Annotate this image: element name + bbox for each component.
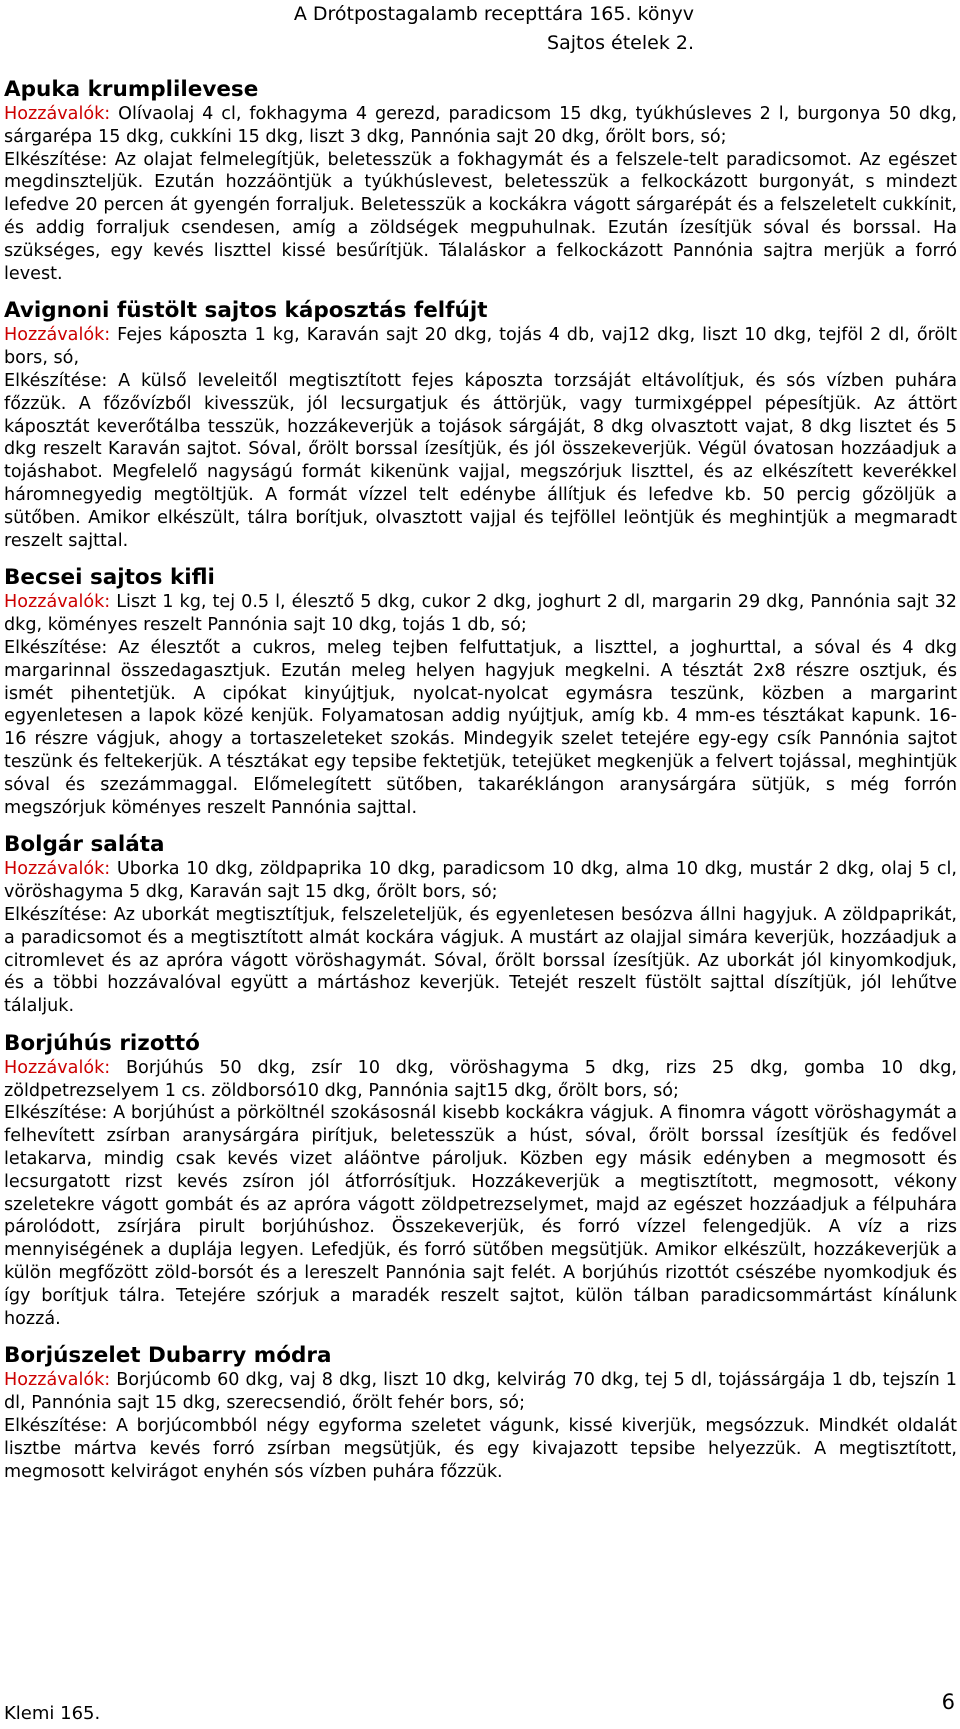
recipe-title: Borjúhús rizottó — [4, 1030, 200, 1056]
recipe-ingredients — [4, 1057, 957, 1103]
ingredients-label: Hozzávalók: — [4, 104, 111, 124]
footer-text: Klemi 165. — [4, 1703, 101, 1724]
ingredients-text: Liszt 1 kg, tej 0.5 l, élesztő 5 dkg, cukor 2 dkg, joghurt 2 dl, margarin 29 dkg, Pannónia sajt 32 dkg, köményes reszelt Pannónia sajt 10 dkg, tojás 1 db, só; — [4, 592, 957, 636]
recipe-title: Apuka krumplilevese — [4, 77, 259, 102]
recipe-method: Elkészítése: Az élesztőt a cukros, meleg tejben felfuttatjuk, a liszttel, a joghurttal, a sóval és 4 dkg margarinnal összedagasztjuk. Ezután meleg helyen hagyjuk megkelni. A tésztát 2x8 részre osztjuk, és ismét pihentetjük. A cipókat kinyújtjuk, nyolcat-nyolcat egymásra teszünk, közben a margarint egyenletesen a lapok közé kenjük. Folyamatosan addig nyújtjuk, amíg kb. 4 mm-es tésztákat kapunk. 16-16 részre vágjuk, ahogy a tortaszeleteket szokás. Mindegyik szelet tetejére egy-egy csík Pannónia sajtot teszünk és feltekerjük. A tésztákat egy tepsibe fektetjük, tetejüket megkenjük a felvert tojással, meghintjük sóval és szezámmaggal. Előmelegített sütőben, takaréklángon aranysárgára sütjük, s még forrón megszórjuk köményes reszelt Pannónia sajttal. — [4, 637, 957, 818]
recipe-method: Elkészítése: A borjúcombból négy egyforma szeletet vágunk, kissé kiverjük, megsózzuk. Mindkét oldalát lisztbe mártva kevés forró zsírban megsütjük, és egy kivajazott tepsibe helyezzük. A megtisztított, megmosott kelvirágot enyhén sós vízben puhára főzzük. — [4, 1416, 957, 1482]
ingredients-label: Hozzávalók: — [4, 1370, 111, 1391]
recipe — [4, 565, 957, 819]
ingredients-text: Uborka 10 dkg, zöldpaprika 10 dkg, paradicsom 10 dkg, alma 10 dkg, mustár 2 dkg, olaj 5 cl, vöröshagyma 5 dkg, Karaván sajt 15 dkg, őrölt bors, só; — [4, 859, 957, 903]
recipe-title: Becsei sajtos kifli — [4, 565, 215, 591]
recipe-method: Elkészítése: A külső leveleitől megtisztított fejes káposzta torzsáját eltávolítjuk, és sós vízben puhára főzzük. A főzővízből kivesszük, jól lecsurgatjuk és áttörjük, vagy turmixgéppel pépesítjük. Az áttört káposztát keverőtálba tesszük, hozzákeverjük a tojások sárgáját, 8 dkg olvasztott vajat, 8 dkg lisztet és 5 dkg reszelt Karaván sajtot. Sóval, őrölt borssal ízesítjük, és jól összekeverjük. Végül óvatosan hozzáadjuk a tojáshabot. Megfelelő nagyságú formát kikenünk vajjal, megszórjuk liszttel, és az elkészített keverékkel háromnegyedig megtöltjük. A formát vízzel telt edénybe állítjuk és lefedve kb. 50 percig gőzöljük a sütőben. Amikor elkészült, tálra borítjuk, olvasztott vajjal és tejföllel leöntjük és meghintjük a megmaradt reszelt sajttal. — [4, 370, 957, 551]
recipe-title: Avignoni füstölt sajtos káposztás felfújt — [4, 298, 488, 324]
recipe-ingredients — [4, 858, 957, 904]
page-number: 6 — [941, 1690, 955, 1714]
recipe — [4, 1343, 957, 1483]
ingredients-label: Hozzávalók: — [4, 325, 111, 346]
ingredients-label: Hozzávalók: — [4, 592, 111, 613]
recipe-ingredients — [4, 324, 957, 370]
recipe-ingredients — [4, 103, 957, 149]
ingredients-text: Borjúcomb 60 dkg, vaj 8 dkg, liszt 10 dkg, kelvirág 70 dkg, tej 5 dl, tojássárgája 1 db, tejszín 1 dl, Pannónia sajt 15 dkg, szerecsendió, őrölt fehér bors, só; — [4, 1370, 957, 1414]
page-header — [294, 0, 694, 58]
ingredients-text: Fejes káposzta 1 kg, Karaván sajt 20 dkg, tojás 4 db, vaj12 dkg, liszt 10 dkg, tejföl 2 dl, őrölt bors, só, — [4, 325, 957, 369]
book-title: A Drótpostagalamb recepttára 165. könyv — [293, 3, 694, 25]
recipe-method: Elkészítése: Az uborkát megtisztítjuk, felszeleteljük, és egyenletesen besózva állni hagyjuk. A zöldpaprikát, a paradicsomot és a megtisztított almát kockára vágjuk. A mustárt az olajjal simára keverjük, hozzáadjuk a citromlevet és az apróra vágott vöröshagymát. Sóval, őrölt borssal ízesítjük. Az uborkát jól kinyomkodjuk, és a többi hozzávalóval együtt a mártáshoz keverjük. Tetejét reszelt füstölt sajttal díszítjük, jól lehűtve tálaljuk. — [4, 904, 957, 1017]
recipe-ingredients — [4, 1369, 957, 1415]
recipe — [4, 1031, 957, 1331]
recipe — [4, 77, 957, 285]
ingredients-label: Hozzávalók: — [4, 859, 111, 880]
recipe — [4, 298, 957, 552]
ingredients-text: Olívaolaj 4 cl, fokhagyma 4 gerezd, paradicsom 15 dkg, tyúkhúsleves 2 l, burgonya 50 dkg, sárgarépa 15 dkg, cukkíni 15 dkg, liszt 3 dkg, Pannónia sajt 20 dkg, őrölt bors, só; — [4, 104, 957, 147]
recipe-title: Bolgár saláta — [4, 832, 165, 858]
ingredients-text: Borjúhús 50 dkg, zsír 10 dkg, vöröshagyma 5 dkg, rizs 25 dkg, gomba 10 dkg, zöldpetrezselyem 1 cs. zöldborsó10 dkg, Pannónia sajt15 dkg, őrölt bors, só; — [4, 1057, 957, 1101]
ingredients-label: Hozzávalók: — [4, 1057, 111, 1078]
recipe-method: Elkészítése: A borjúhúst a pörköltnél szokásosnál kisebb kockákra vágjuk. A finomra vágott vöröshagymát a felhevített zsírban aranysárgára pirítjuk, beletesszük a húst, sóval, őrölt borssal ízesítjük és fedővel letakarva, mindig csak kevés vizet aláöntve pároljuk. Közben egy másik edényben a megmosott és lecsurgatott rizst kevés zsíron jól átforrósítjuk. Hozzákeverjük a megtisztított, megmosott, vékony szeletekre vágott gombát és az apróra vágott zöldpetrezselymet, majd az egészet hozzáadjuk a félpuhára párolódott, zsírjára pirult borjúhúshoz. Összekeverjük, és forró vízzel felengedjük. A víz a rizs mennyiségének a duplája legyen. Lefedjük, és forró sütőben megsütjük. Amikor elkészült, hozzákeverjük a külön megfőzött zöld-borsót és a lereszelt Pannónia sajt felét. A borjúhús rizottót csészébe nyomkodjuk és így borítjuk tálra. Tetejére szórjuk a maradék reszelt sajtot, külön tálban paradicsommártást kínálunk hozzá. — [4, 1103, 957, 1329]
recipe — [4, 832, 957, 1018]
recipe-ingredients — [4, 591, 957, 637]
recipe-list — [4, 77, 957, 1496]
recipe-method: Elkészítése: Az olajat felmelegítjük, beletesszük a fokhagymát és a felszele-telt paradicsomot. Az egészet megdinszteljük. Ezután hozzáöntjük a tyúkhúslevest, beletesszük a felkockázott burgonyát, s mindezt lefedve 20 percen át gyengén forraljuk. Beletesszük a kockákra vágott sárgarépát és a felszeletelt cukkínit, és addig forraljuk csendesen, amíg a zöldségek megpuhulnak. Ezután ízesítjük sóval és borssal. Ha szükséges, egy kevés liszttel kissé besűrítjük. Tálaláskor a felkockázott Pannónia sajtra merjük a forró levest. — [4, 149, 957, 284]
chapter-title: Sajtos ételek 2. — [547, 32, 694, 54]
recipe-title: Borjúszelet Dubarry módra — [4, 1343, 332, 1369]
